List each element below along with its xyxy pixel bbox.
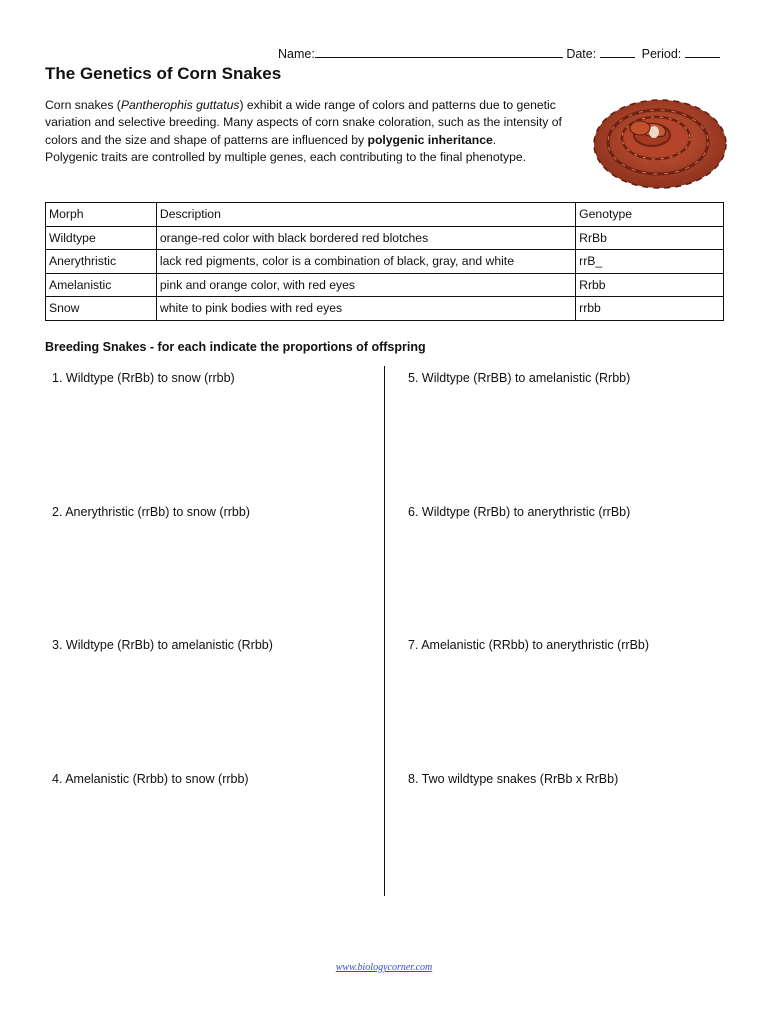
question-7: 7. Amelanistic (RRbb) to anerythristic (rrBb) xyxy=(408,638,650,652)
intro-paragraph xyxy=(45,97,590,167)
snake-belly xyxy=(649,126,659,138)
period-label: Period: xyxy=(641,47,682,61)
breeding-section-title: Breeding Snakes - for each indicate the proportions of offspring xyxy=(45,340,426,354)
table-cell: Amelanistic xyxy=(46,273,157,297)
table-row xyxy=(46,250,724,274)
question-5: 5. Wildtype (RrBB) to amelanistic (Rrbb) xyxy=(408,371,631,385)
student-info-header xyxy=(278,46,720,61)
intro-text-2: ) exhibit a wide range of colors and patterns due to genetic variation and selective breeding. Many aspects of corn snake coloration, such as the intensity of colors and the size and shape of patterns are influenced by xyxy=(45,98,562,147)
table-cell: RrBb xyxy=(576,226,724,250)
table-cell: Anerythristic xyxy=(46,250,157,274)
table-cell: Snow xyxy=(46,297,157,321)
table-row xyxy=(46,273,724,297)
table-cell: rrbb xyxy=(576,297,724,321)
question-1: 1. Wildtype (RrBb) to snow (rrbb) xyxy=(52,371,235,385)
footer-link[interactable]: www.biologycorner.com xyxy=(335,962,433,973)
table-cell: Wildtype xyxy=(46,226,157,250)
table-cell: rrB_ xyxy=(576,250,724,274)
table-row xyxy=(46,226,724,250)
table-cell: Rrbb xyxy=(576,273,724,297)
table-row xyxy=(46,297,724,321)
table-cell: white to pink bodies with red eyes xyxy=(156,297,575,321)
polygenic-term: polygenic inheritance xyxy=(367,132,493,147)
table-cell: orange-red color with black bordered red blotches xyxy=(156,226,575,250)
question-4: 4. Amelanistic (Rrbb) to snow (rrbb) xyxy=(52,772,249,786)
intro-text-3: . xyxy=(492,132,497,147)
column-divider xyxy=(384,366,385,896)
question-2: 2. Anerythristic (rrBb) to snow (rrbb) xyxy=(52,505,250,519)
table-cell: pink and orange color, with red eyes xyxy=(156,273,575,297)
question-8: 8. Two wildtype snakes (RrBb x RrBb) xyxy=(408,772,619,786)
table-header-row xyxy=(46,203,724,227)
morph-table xyxy=(45,202,724,321)
question-6: 6. Wildtype (RrBb) to anerythristic (rrBb) xyxy=(408,505,631,519)
header-description: Description xyxy=(156,203,575,227)
corn-snake-photo xyxy=(588,88,730,196)
intro-text-1: Corn snakes ( xyxy=(45,98,121,112)
name-blank[interactable] xyxy=(315,46,563,58)
period-blank[interactable] xyxy=(685,46,720,58)
name-label: Name: xyxy=(278,47,315,61)
worksheet-title: The Genetics of Corn Snakes xyxy=(45,64,282,83)
header-genotype: Genotype xyxy=(576,203,724,227)
date-label: Date: xyxy=(566,47,597,61)
species-name: Pantherophis guttatus xyxy=(120,98,240,112)
table-cell: lack red pigments, color is a combination of black, gray, and white xyxy=(156,250,575,274)
question-3: 3. Wildtype (RrBb) to amelanistic (Rrbb) xyxy=(52,638,273,652)
header-morph: Morph xyxy=(46,203,157,227)
intro-text-4: Polygenic traits are controlled by multiple genes, each contributing to the final phenotype. xyxy=(45,150,527,165)
date-blank[interactable] xyxy=(600,46,635,58)
